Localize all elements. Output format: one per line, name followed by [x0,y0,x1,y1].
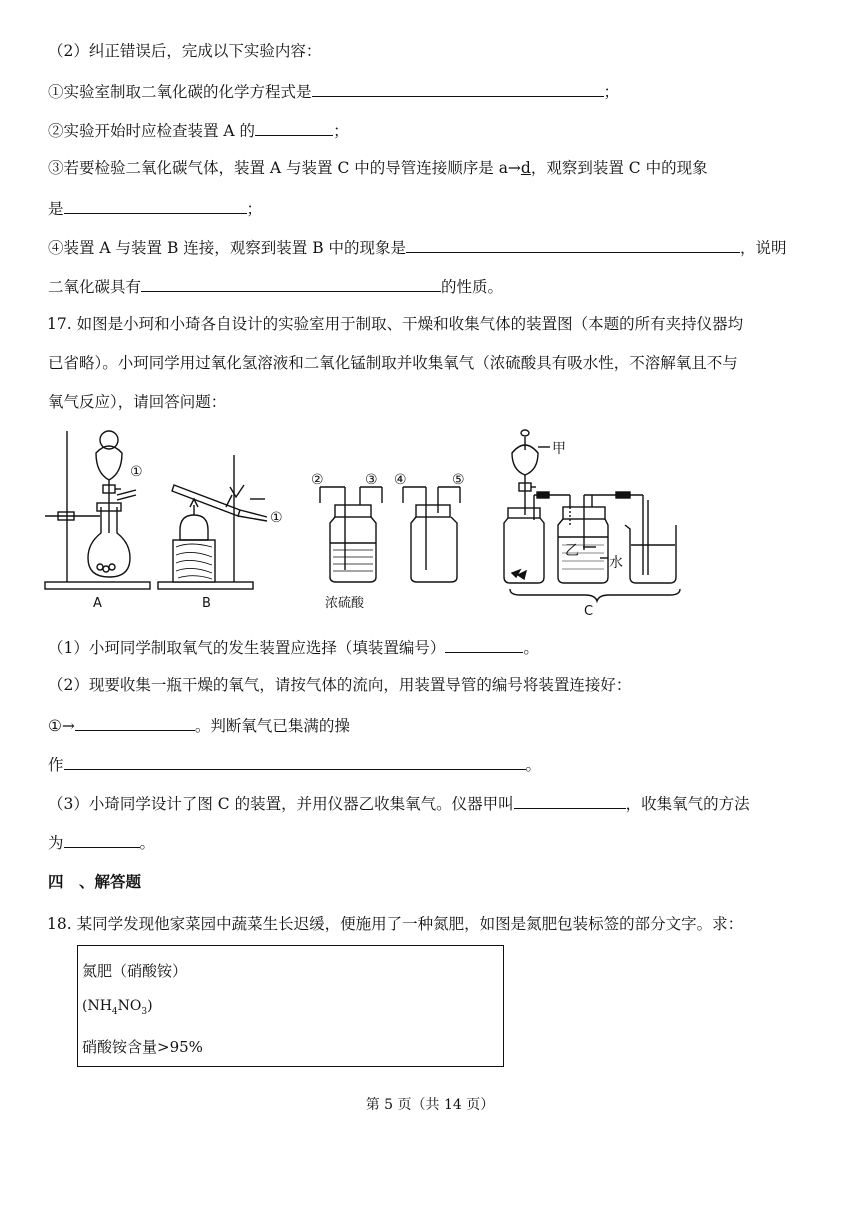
fertilizer-name: 氮肥（硝酸铵） [82,962,188,980]
q17-part2-answer-text2: 。判断氧气已集满的操 [194,717,350,735]
marker-4: ④ [394,472,407,488]
answer-blank[interactable] [75,714,195,731]
marker-1-b: ① [270,510,283,526]
label-shui: 水 [609,555,623,571]
q16-item4-cont [48,275,503,297]
formula-mid: NO [117,998,142,1014]
q17-part1 [48,636,539,658]
q17-part2-answer-text: ①→ [48,717,75,735]
formula-sub-3: 3 [141,1006,148,1017]
fertilizer-label [77,945,504,1067]
wash-bottle-23 [320,487,382,582]
q17-part2-answer [48,714,350,736]
label-yi: 乙 [565,543,579,559]
label-conc-acid: 浓硫酸 [325,596,365,611]
q16-item4-cont-text: 二氧化碳具有 [48,278,142,296]
q16-item4-text: ④装置 A 与装置 B 连接，观察到装置 B 中的现象是 [48,239,407,257]
q16-item4 [48,236,787,258]
q16-part2-intro: （2）纠正错误后，完成以下实验内容： [48,42,322,60]
apparatus-figure [40,425,690,620]
q17-stem-line3: 氧气反应），请回答问题： [48,393,227,411]
fertilizer-formula [82,998,153,1017]
q16-item3-cont [48,197,262,219]
apparatus-a [45,431,150,589]
q17-part1-end: 。 [523,639,539,657]
q16-item3-underlined: d [520,159,531,177]
q16-item2-text: ②实验开始时应检查装置 A 的 [48,122,256,140]
answer-blank[interactable] [141,275,441,292]
q16-item4-end: ，说明 [740,239,787,257]
answer-blank[interactable] [514,792,626,809]
q17-stem-line2: 已省略）。小珂同学用过氧化氢溶液和二氧化锰制取并收集氧气（浓硫酸具有吸水性，不溶解氧且不与 [48,354,738,372]
fertilizer-content: 硝酸铵含量>95% [82,1038,203,1056]
q17-part3-cont [48,831,155,853]
q16-item1 [48,80,619,102]
label-a: A [93,596,102,611]
q17-part3-text: （3）小琦同学设计了图 C 的装置，并用仪器乙收集氧气。仪器甲叫 [48,795,514,813]
q17-part3 [48,792,750,814]
q17-stem-line1: 17. 如图是小珂和小琦各自设计的实验室用于制取、干燥和收集气体的装置图（本题的所有夹持仪器均 [47,315,744,333]
q16-item2-end: ； [333,122,349,140]
formula-sub-4: 4 [111,1006,118,1017]
answer-blank[interactable] [406,236,740,253]
q18-stem: 18. 某同学发现他家菜园中蔬菜生长迟缓，便施用了一种氮肥，如图是氮肥包装标签的部分文字。求： [47,915,744,933]
marker-2: ② [311,472,324,488]
apparatus-c [504,430,680,601]
label-c: C [584,604,594,619]
marker-3: ③ [365,472,378,488]
q17-part2-cont-end: 。 [525,756,542,774]
q17-part2: （2）现要收集一瓶干燥的氧气，请按气体的流向，用装置导管的编号将装置连接好： [48,676,632,694]
q16-item3-text: ③若要检验二氧化碳气体，装置 A 与装置 C 中的导管连接顺序是 a→ [48,159,521,177]
q17-part3-text2: ，收集氧气的方法 [625,795,750,813]
answer-blank[interactable] [312,80,604,97]
answer-blank[interactable] [64,197,247,214]
apparatus-b [158,455,267,589]
q17-part2-cont [48,753,541,775]
q17-part2-cont-text: 作 [48,756,64,774]
page-footer: 第 5 页（共 14 页） [365,1097,495,1113]
q16-item4-cont-end: 的性质。 [441,278,504,296]
q16-item3 [48,158,708,178]
label-b: B [202,596,211,611]
answer-blank[interactable] [64,753,526,770]
empty-bottle-45 [403,487,460,582]
answer-blank[interactable] [255,119,333,136]
label-jia: 甲 [552,441,566,457]
q16-item1-end: ； [603,83,620,101]
marker-5: ⑤ [452,472,465,488]
formula-open: (NH [82,998,112,1014]
q17-part3-cont-text: 为 [48,834,64,852]
q16-item1-text: ①实验室制取二氧化碳的化学方程式是 [48,83,312,101]
marker-1-a: ① [130,464,143,480]
section-heading: 四 、解答题 [48,873,142,891]
q16-item3-text2: ，观察到装置 C 中的现象 [530,159,708,177]
q17-part1-text: （1）小珂同学制取氧气的发生装置应选择（填装置编号） [48,639,446,657]
q16-item3-cont-text: 是 [48,200,64,218]
answer-blank[interactable] [64,831,140,848]
answer-blank[interactable] [445,636,523,653]
q16-item2 [48,119,349,141]
q16-item3-cont-end: ； [246,200,263,218]
formula-close: ) [147,998,153,1014]
q17-part3-cont-end: 。 [139,834,156,852]
